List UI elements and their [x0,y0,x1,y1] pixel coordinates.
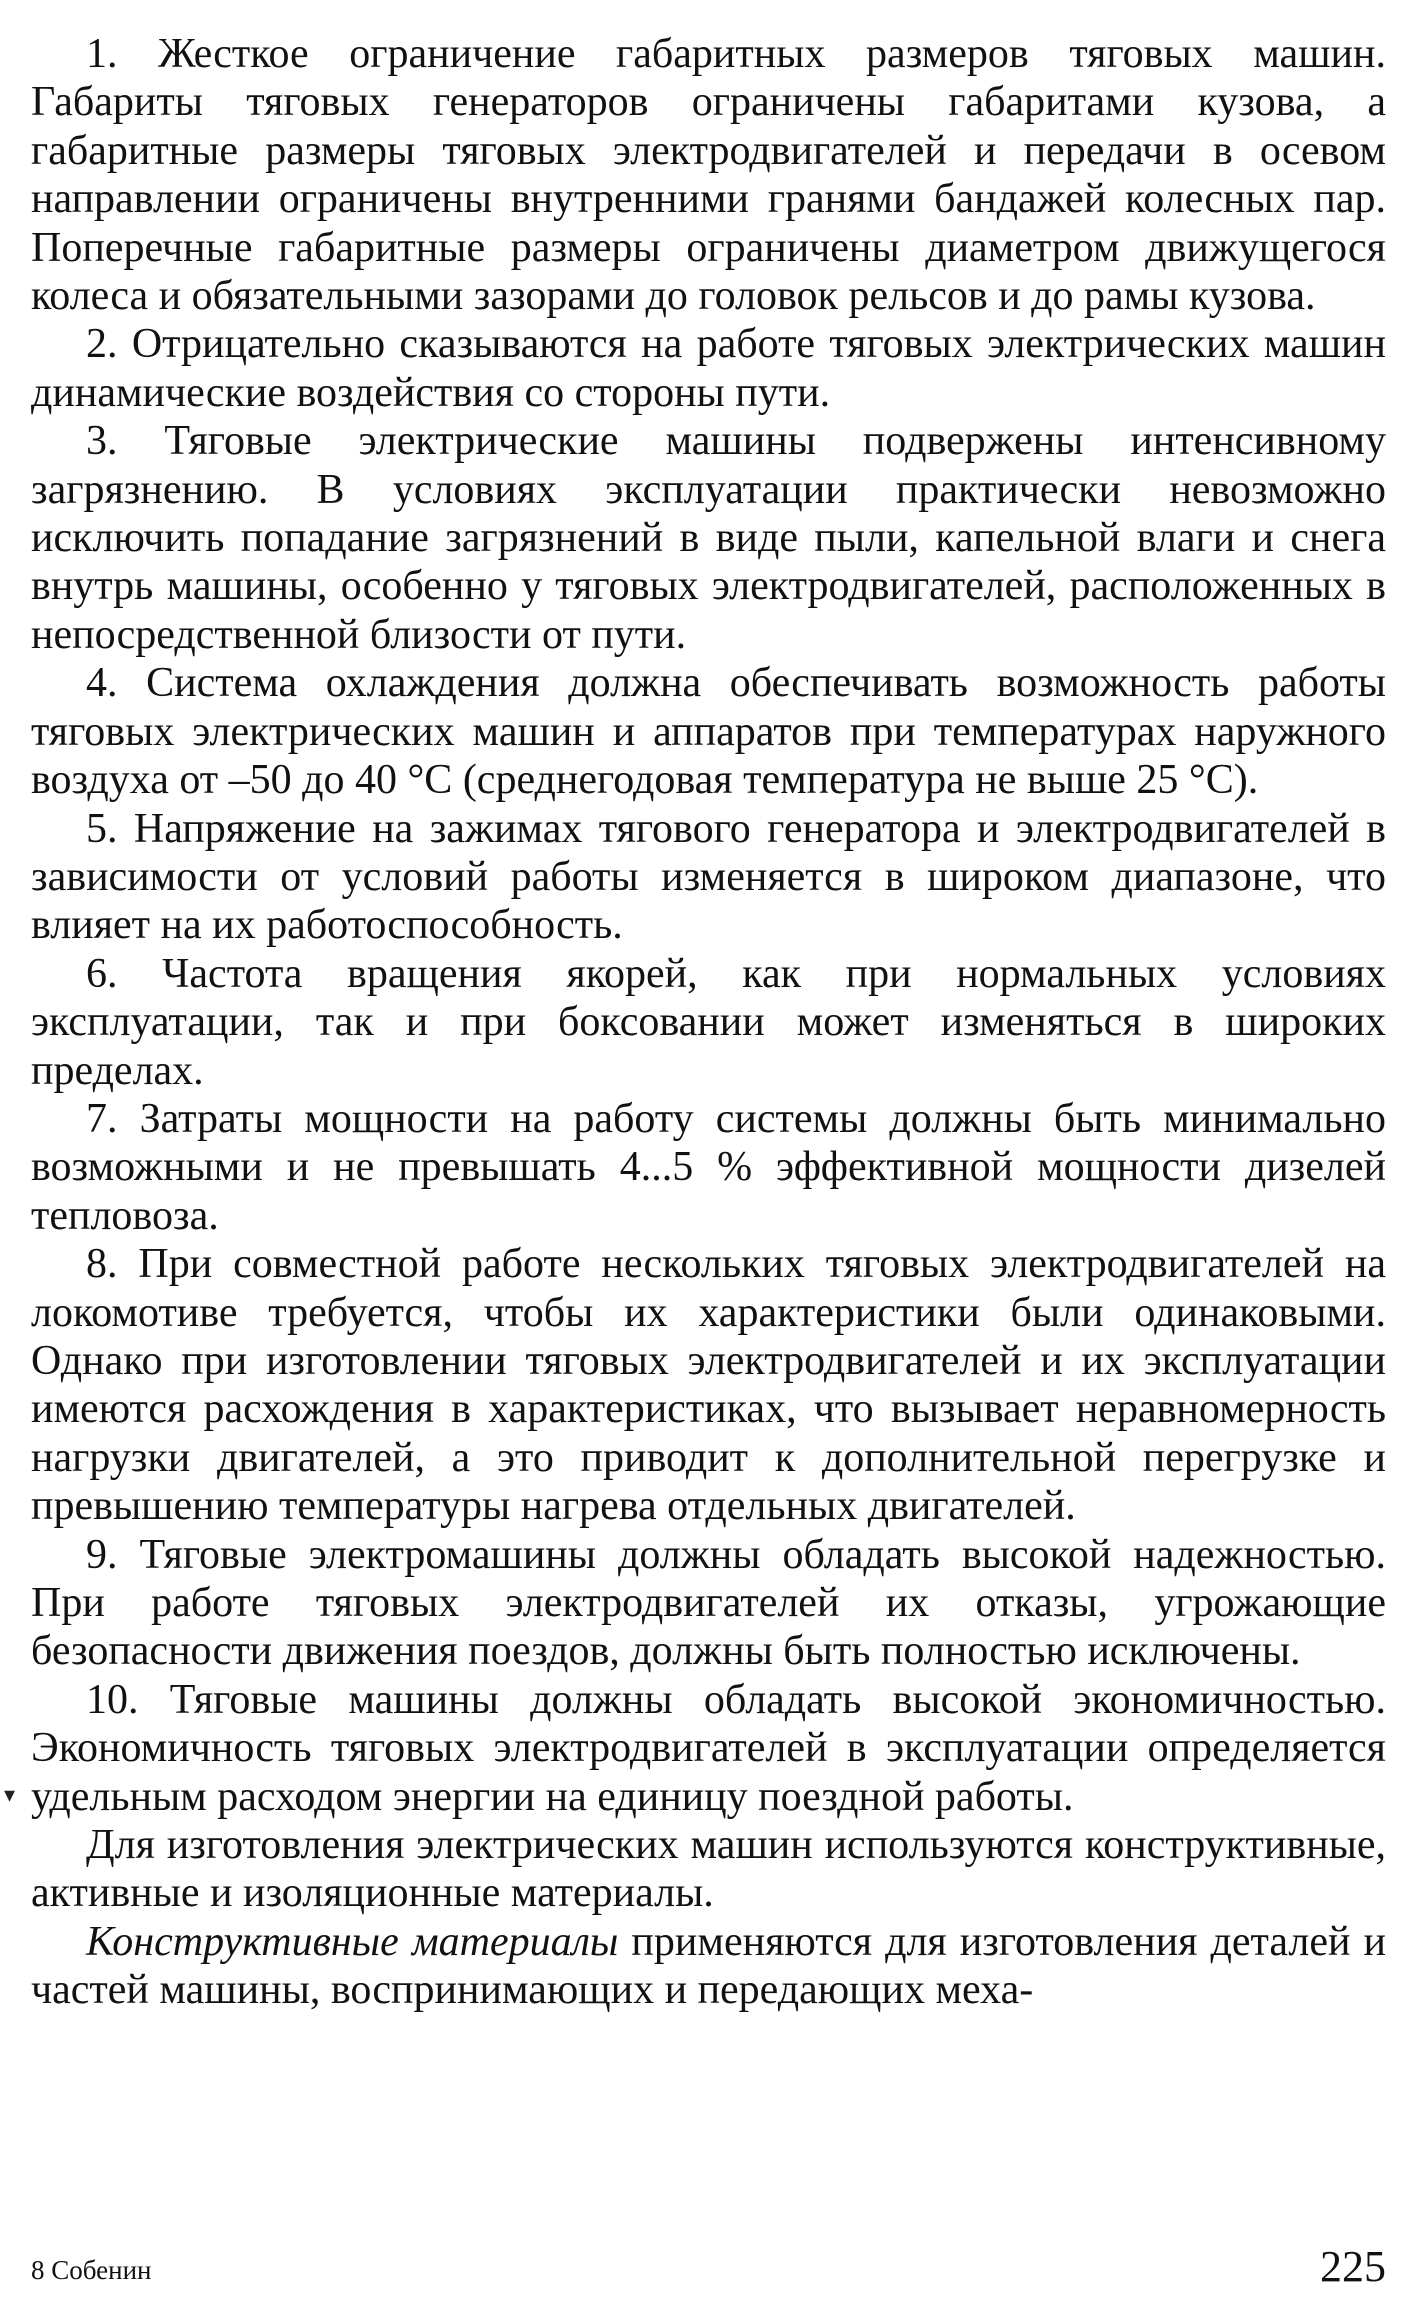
paragraph-structural-materials [31,1918,1386,2015]
paragraph-materials-intro: Для изготовления электрических машин используются конструктивные, активные и изоляционные материалы. [31,1822,1386,1917]
printer-signature: 8 Собенин [31,2255,152,2285]
page-number: 225 [1320,2242,1386,2291]
paragraph-9: 9. Тяговые электромашины должны обладать высокой надежностью. При работе тяговых электродвигателей их отказы, угрожающие безопасности движения поездов, должны быть полностью исключены. [31,1531,1386,1675]
paragraph-continuation: применяются для изготовления деталей и частей машины, воспринимающих и передающих меха- [31,1918,1386,2014]
paragraph-3: 3. Тяговые электрические машины подвержены интенсивному загрязнению. В условиях эксплуатации практически невозможно исключить попадание загрязнений в виде пыли, капельной влаги и снега внутрь машины, особенно у тяговых электродвигателей, расположенных в непосредственной близости от пути. [31,418,1386,658]
paragraph-1: 1. Жесткое ограничение габаритных размеров тяговых машин. Габариты тяговых генераторов ограничены габаритами кузова, а габаритные размеры тяговых электродвигателей и передачи в осевом направлении ограничены внутренними гранями бандажей колесных пар. Поперечные габаритные размеры ограничены диаметром движущегося колеса и обязательными зазорами до головок рельсов и до рамы кузова. [31,31,1386,320]
page-body [31,30,1386,2015]
italic-term: Конструктивные материалы [86,1918,619,1965]
paragraph-8: 8. При совместной работе нескольких тяговых электродвигателей на локомотиве требуется, чтобы их характеристики были одинаковыми. Однако при изготовлении тяговых электродвигателей и их эксплуатации имеются расхождения в характеристиках, что вызывает неравномерность нагрузки двигателей, а это приводит к дополнительной перегрузке и превышению температуры нагрева отдельных двигателей. [31,1241,1386,1530]
paragraph-10: 10. Тяговые машины должны обладать высокой экономичностью. Экономичность тяговых электродвигателей в эксплуатации определяется удельным расходом энергии на единицу поездной работы. [31,1676,1386,1820]
paragraph-7: 7. Затраты мощности на работу системы должны быть минимально возможными и не превышать 4...5 % эффективной мощности дизелей тепловоза. [31,1095,1386,1239]
paragraph-2: 2. Отрицательно сказываются на работе тяговых электрических машин динамические воздействия со стороны пути. [31,321,1386,416]
paragraph-5: 5. Напряжение на зажимах тягового генератора и электродвигателей в зависимости от условий работы изменяется в широком диапазоне, что влияет на их работоспособность. [31,805,1386,949]
paragraph-6: 6. Частота вращения якорей, как при нормальных условиях эксплуатации, так и при боксовании может изменяться в широких пределах. [31,950,1386,1094]
paragraph-4: 4. Система охлаждения должна обеспечивать возможность работы тяговых электрических машин и аппаратов при температурах наружного воздуха от –50 до 40 °С (среднегодовая температура не выше 25 °С). [31,660,1386,804]
page-footer [31,2236,1386,2292]
margin-mark: ▾ [4,1782,16,1807]
